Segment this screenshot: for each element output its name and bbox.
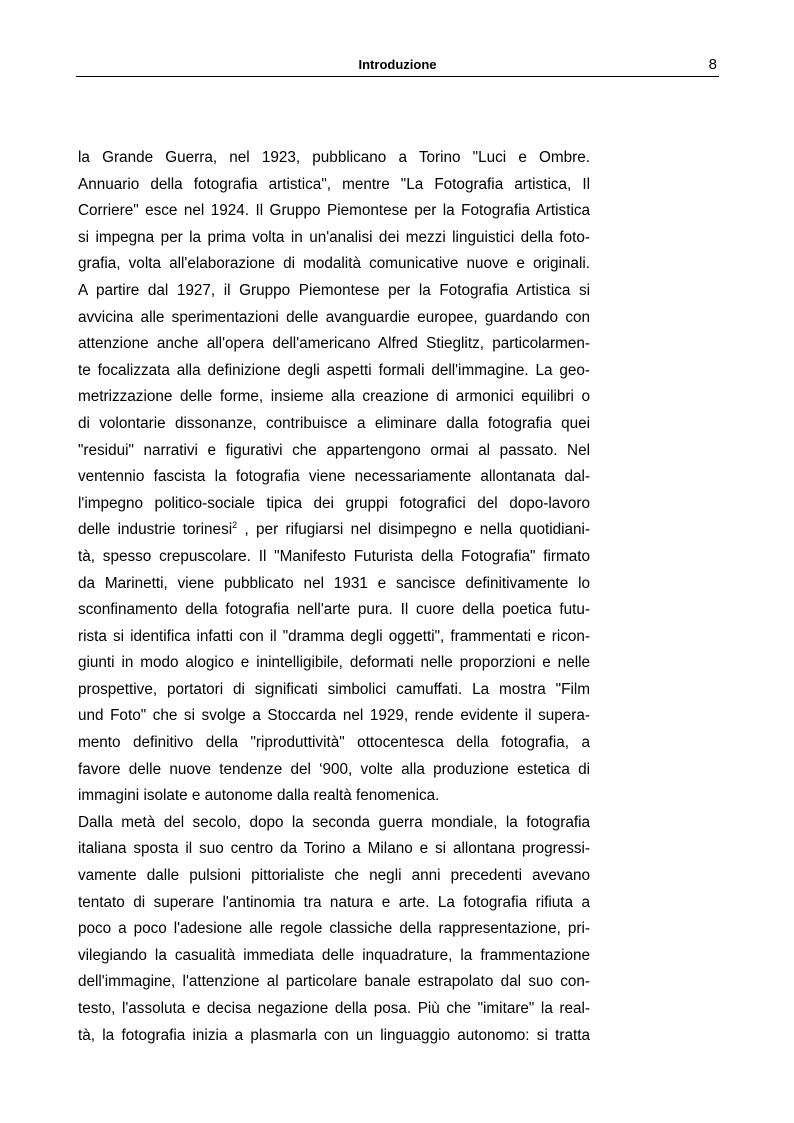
text-line	[78, 969, 590, 996]
text-line	[78, 384, 590, 411]
text-line	[78, 544, 590, 571]
text-line-content: immagini isolate e autonome dalla realtà fenomenica.	[78, 787, 440, 805]
text-line	[78, 1023, 590, 1050]
text-line	[78, 172, 590, 199]
text-line	[78, 757, 590, 784]
text-line	[78, 331, 590, 358]
text-line-content: tà, la fotografia inizia a plasmarla con un linguaggio autonomo: si tratta	[78, 1026, 590, 1044]
text-line-content: grafia, volta all'elaborazione di modalità comunicative nuove e originali.	[78, 255, 590, 273]
text-line-content: dell'immagine, l'attenzione al particolare banale estrapolato dal suo con-	[78, 973, 590, 991]
text-line-content: prospettive, portatori di significati simbolici camuffati. La mostra "Film	[78, 680, 590, 698]
text-line	[78, 491, 590, 518]
text-line-content: italiana sposta il suo centro da Torino a Milano e si allontana progressi-	[78, 840, 590, 858]
text-line-content: favore delle nuove tendenze del ‘900, volte alla produzione estetica di	[78, 760, 590, 778]
text-line	[78, 597, 590, 624]
text-line-content: poco a poco l'adesione alle regole classiche della rappresentazione, pri-	[78, 920, 590, 938]
text-line-content: rista si identifica infatti con il "dramma degli oggetti", frammentati e ricon-	[78, 627, 590, 645]
text-line	[78, 198, 590, 225]
text-line-content: "residui" narrativi e figurativi che appartengono ormai al passato. Nel	[78, 441, 590, 459]
text-line	[78, 677, 590, 704]
text-line	[78, 305, 590, 332]
text-line	[78, 650, 590, 677]
text-line-content: tà, spesso crepuscolare. Il "Manifesto Futurista della Fotografia" firmato	[78, 547, 590, 565]
text-line-content: tentato di superare l'antinomia tra natura e arte. La fotografia rifiuta a	[78, 893, 590, 911]
text-line-content: avvicina alle sperimentazioni delle avanguardie europee, guardando con	[78, 308, 590, 326]
text-line-content: metrizzazione delle forme, insieme alla creazione di armonici equilibri o	[78, 388, 590, 406]
text-line-content: testo, l'assoluta e decisa negazione della posa. Più che "imitare" la real-	[78, 1000, 590, 1017]
text-line	[78, 863, 590, 890]
footnote-reference[interactable]: 2	[232, 520, 238, 531]
text-line	[78, 890, 590, 917]
text-line	[78, 464, 590, 491]
text-line	[78, 783, 590, 810]
page-number: 8	[708, 56, 717, 73]
text-line-content: l'impegno politico-sociale tipica dei gruppi fotografici del dopo-lavoro	[78, 494, 590, 512]
text-line-content: und Foto" che si svolge a Stoccarda nel 1929, rende evidente il supera-	[78, 707, 590, 725]
text-line-content: sconfinamento della fotografia nell'arte pura. Il cuore della poetica futu-	[78, 601, 590, 619]
text-line-content: la Grande Guerra, nel 1923, pubblicano a Torino "Luci e Ombre.	[78, 149, 590, 166]
text-line-content: Corriere" esce nel 1924. Il Gruppo Piemontese per la Fotografia Artistica	[78, 202, 590, 220]
text-line-content: attenzione anche all'opera dell'americano Alfred Stieglitz, particolarmen-	[78, 335, 590, 353]
text-line-content: vamente dalle pulsioni pittorialiste che negli anni precedenti avevano	[78, 867, 590, 885]
body-text	[78, 145, 590, 1049]
text-line	[78, 358, 590, 385]
text-line	[78, 916, 590, 943]
text-line	[78, 278, 590, 305]
text-line-continuation: , per rifugiarsi nel disimpegno e nella quotidiani-	[237, 521, 591, 539]
text-line	[78, 624, 590, 651]
text-line-content: vilegiando la casualità immediata delle inquadrature, la frammentazione	[78, 946, 590, 964]
text-line	[78, 836, 590, 863]
text-line	[78, 411, 590, 438]
text-line	[78, 145, 590, 172]
text-line-content: ventennio fascista la fotografia viene necessariamente allontanata dal-	[78, 468, 590, 486]
text-line	[78, 517, 590, 544]
text-line-content: Dalla metà del secolo, dopo la seconda guerra mondiale, la fotografia	[78, 813, 590, 831]
text-line	[78, 943, 590, 970]
text-line-content: te focalizzata alla definizione degli aspetti formali dell'immagine. La geo-	[78, 361, 590, 379]
text-line-content: Annuario della fotografia artistica", mentre "La Fotografia artistica, Il	[78, 175, 590, 193]
text-line-content: delle industrie torinesi	[78, 521, 233, 539]
text-line-content: si impegna per la prima volta in un'analisi dei mezzi linguistici della foto-	[78, 228, 590, 246]
text-line	[78, 438, 590, 465]
running-title: Introduzione	[358, 57, 437, 72]
text-line-content: giunti in modo alogico e inintelligibile, deformati nelle proporzioni e nelle	[78, 654, 590, 672]
text-line	[78, 703, 590, 730]
text-line-content: A partire dal 1927, il Gruppo Piemontese per la Fotografia Artistica si	[78, 281, 590, 299]
text-line-content: mento definitivo della "riproduttività" ottocentesca della fotografia, a	[78, 734, 590, 752]
page-header	[76, 56, 719, 77]
text-line	[78, 225, 590, 252]
text-line	[78, 810, 590, 837]
text-line-content: di volontarie dissonanze, contribuisce a eliminare dalla fotografia quei	[78, 414, 590, 432]
text-line	[78, 996, 590, 1023]
text-line	[78, 730, 590, 757]
text-line	[78, 251, 590, 278]
text-line	[78, 571, 590, 598]
text-line-content: da Marinetti, viene pubblicato nel 1931 e sancisce definitivamente lo	[78, 574, 590, 592]
